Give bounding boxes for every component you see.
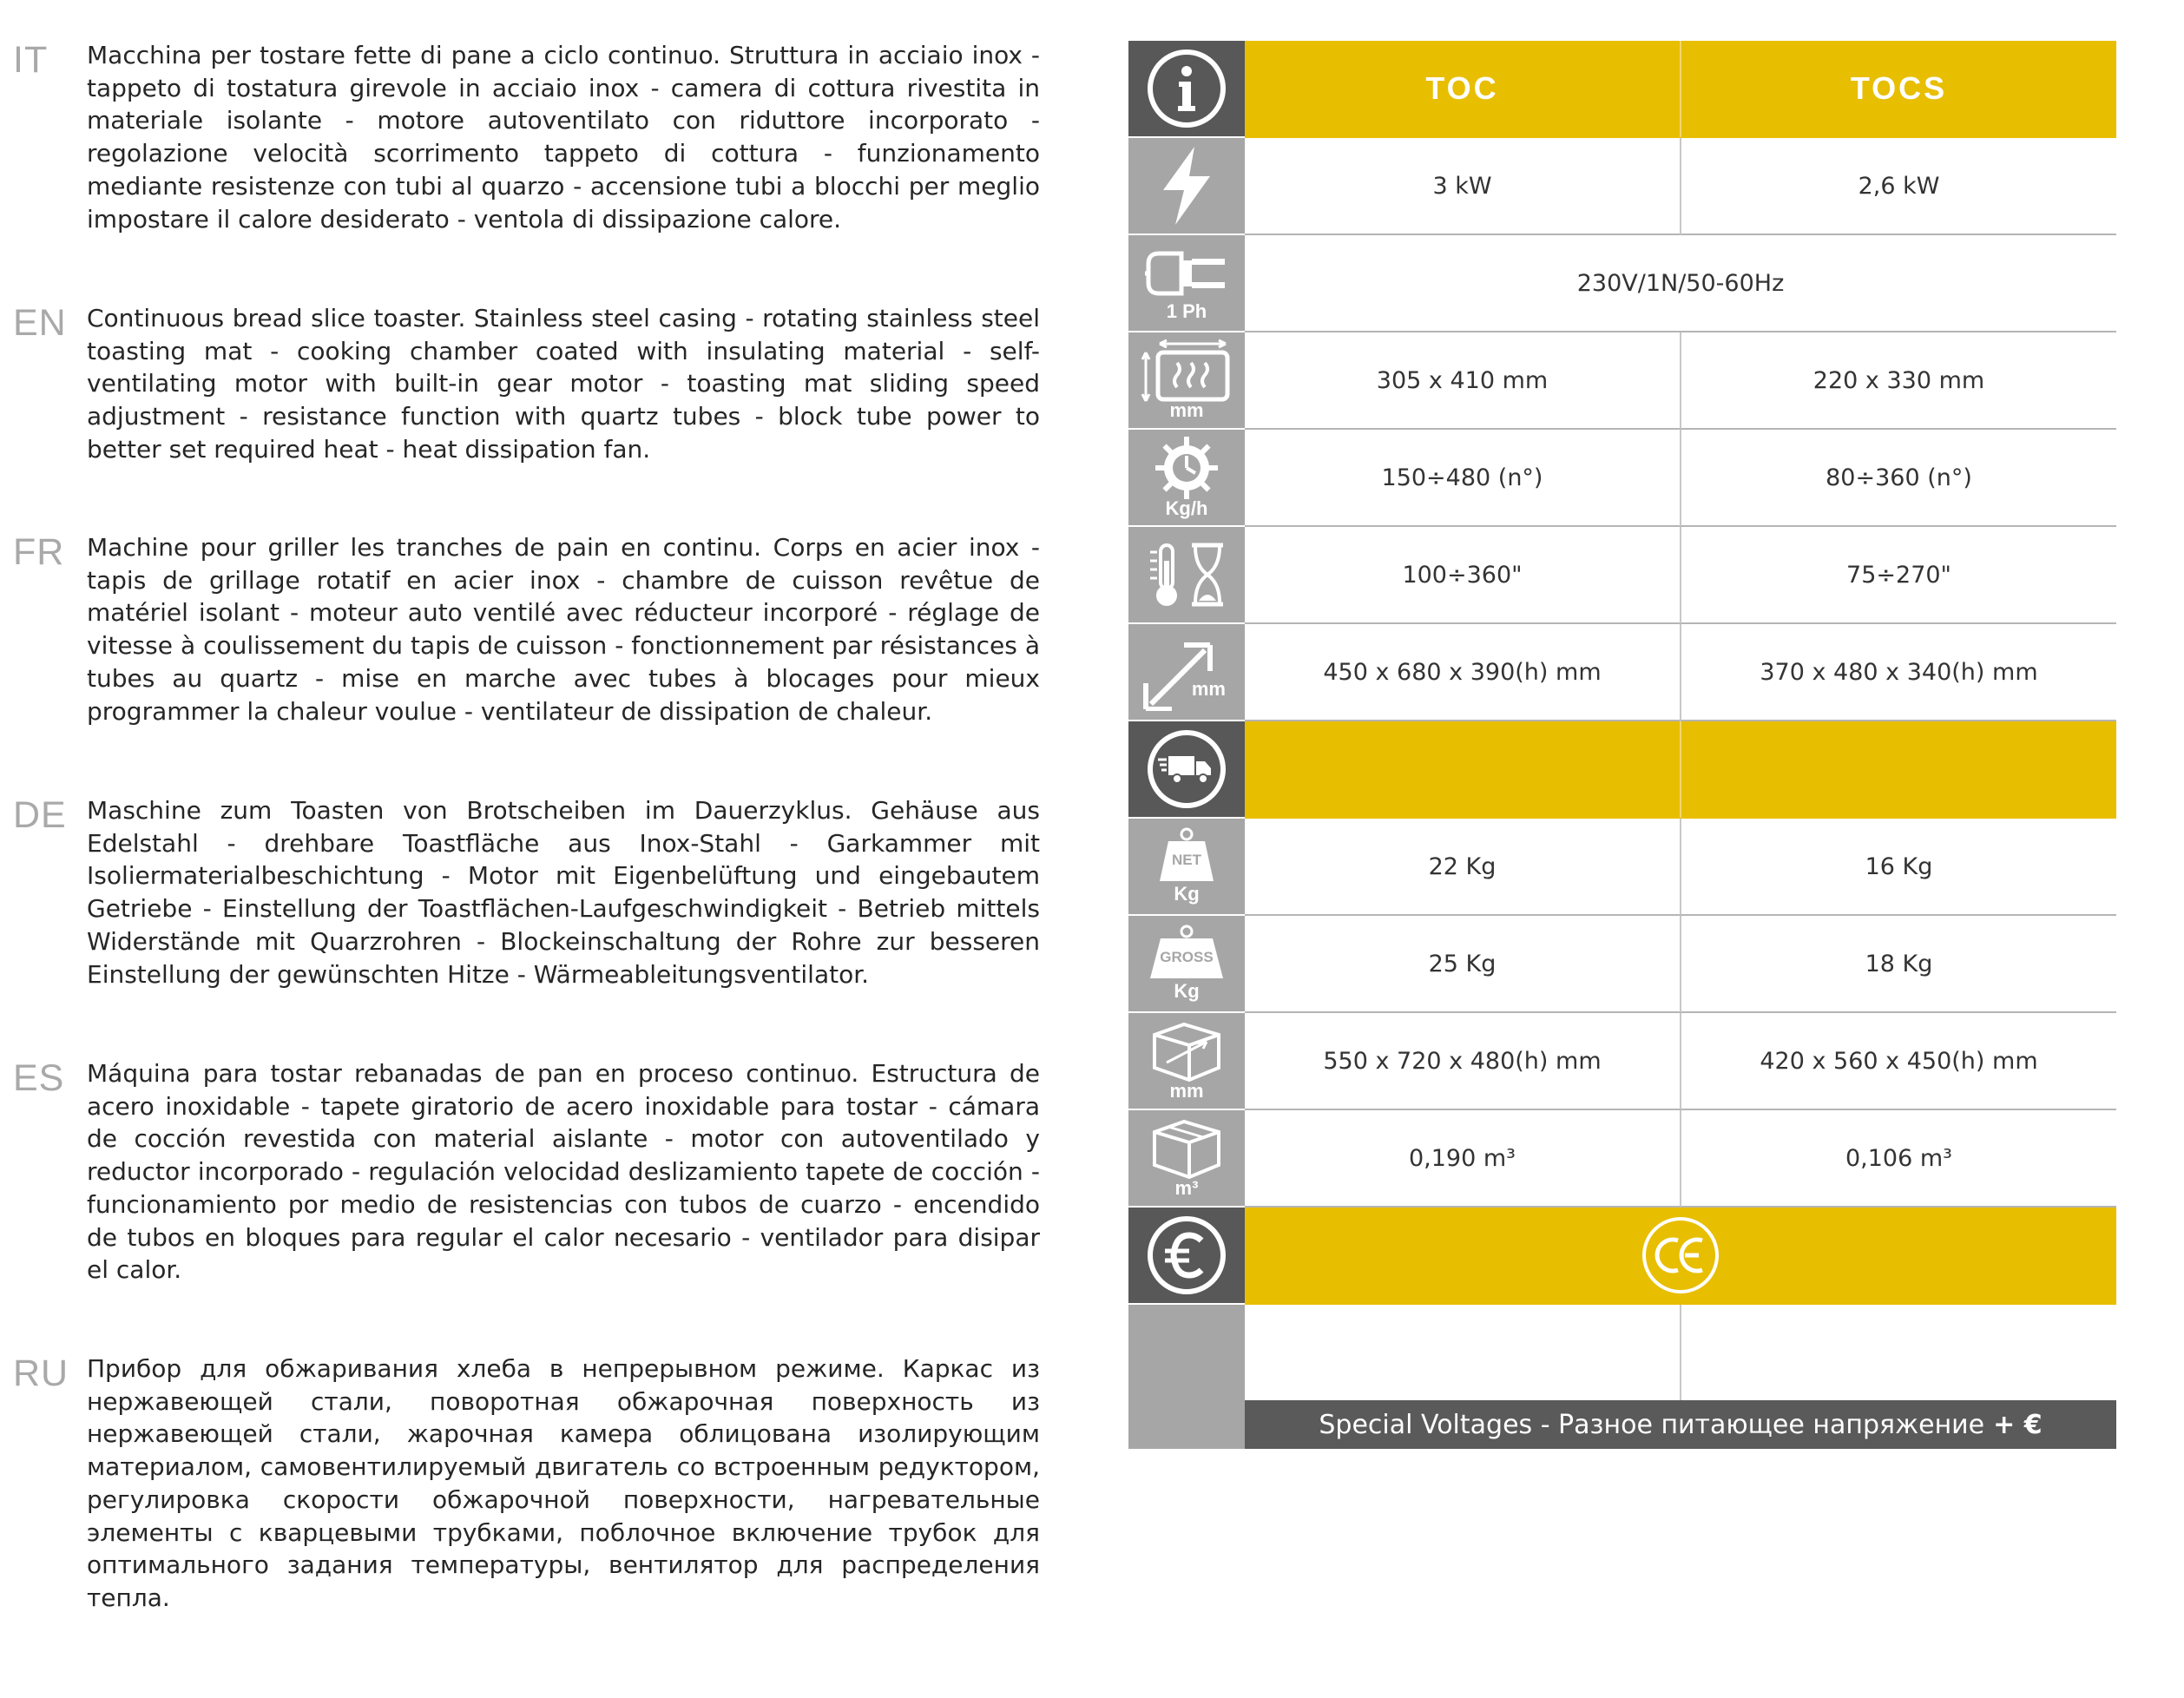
net-label: NET <box>1172 852 1201 868</box>
plug-label: 1 Ph <box>1166 300 1207 322</box>
model-tocs-header <box>1680 41 2116 138</box>
capacity-row <box>1128 430 2116 527</box>
footer-text: Special Voltages - Разное питающее напряжение <box>1319 1409 1985 1440</box>
lang-code: DE <box>13 794 67 836</box>
volume-value: 0,106 m³ <box>1680 1110 2116 1208</box>
packing-dimensions-value: 420 x 560 x 450(h) mm <box>1680 1013 2116 1110</box>
euro-icon <box>1146 1214 1227 1296</box>
capacity-gauge-icon <box>1154 435 1220 501</box>
price-header-row <box>1128 1208 2116 1305</box>
power-value: 2,6 kW <box>1680 138 2116 235</box>
header-row <box>1128 41 2116 138</box>
net-weight-value: 16 Kg <box>1680 819 2116 916</box>
cooking-area-value: 305 x 410 mm <box>1245 332 1680 430</box>
dimensions-label: mm <box>1191 678 1226 700</box>
thermometer-hourglass-icon <box>1143 540 1230 609</box>
volume-label: m³ <box>1174 1177 1199 1199</box>
packing-dimensions-row <box>1128 1013 2116 1110</box>
info-icon <box>1146 48 1227 129</box>
dimensions-row <box>1128 624 2116 721</box>
shipping-header-row <box>1128 721 2116 819</box>
cooking-area-label: mm <box>1169 399 1204 421</box>
info-cell <box>1128 41 1245 138</box>
capacity-value: 80÷360 (n°) <box>1680 430 2116 527</box>
package-volume-icon <box>1149 1116 1224 1181</box>
price-row <box>1128 1305 2116 1402</box>
net-weight-value: 22 Kg <box>1245 819 1680 916</box>
lang-text: Machine pour griller les tranches de pain en continu. Corps en acier inox - tapis de grillage rotatif en acier inox - chambre de cuisson revêtue de matériel isolant - moteur auto ventilé avec réducteur incorporé - réglage de vitesse à coulissement du tapis de cuisson - fonctionnement par résistances à tubes au quartz - mise en marche avec tubes à blocages pour mieux programmer la chaleur voulue - ventilateur de dissipation de chaleur. <box>87 533 1040 726</box>
gross-weight-value: 25 Kg <box>1245 916 1680 1013</box>
voltage-value: 230V/1N/50-60Hz <box>1245 235 2116 332</box>
toasting-time-row <box>1128 527 2116 624</box>
gross-label: GROSS <box>1160 949 1214 965</box>
power-value: 3 kW <box>1245 138 1680 235</box>
ce-cell <box>1245 1208 2116 1305</box>
lang-code: ES <box>13 1057 65 1099</box>
packing-label: mm <box>1169 1080 1204 1102</box>
lang-text: Прибор для обжаривания хлеба в непрерывном режиме. Каркас из нержавеющей стали, поворотная обжарочная поверхность из нержавеющей стали, жарочная камера облицована изолирующим материалом, самовентилируемый двигатель со встроенным редуктором, регулировка скорости обжарочной поверхности, нагревательные элементы с кварцевыми трубками, поблочное включение трубок для оптимального задания температуры, вентилятор для распределения тепла. <box>87 1354 1040 1612</box>
special-voltages-footer <box>1128 1400 2116 1449</box>
lang-code: FR <box>13 531 65 573</box>
cooking-area-value: 220 x 330 mm <box>1680 332 2116 430</box>
dimensions-value: 450 x 680 x 390(h) mm <box>1245 624 1680 721</box>
lang-code: RU <box>13 1352 69 1394</box>
cooking-area-row <box>1128 332 2116 430</box>
price-value <box>1245 1305 1680 1402</box>
packing-dimensions-value: 550 x 720 x 480(h) mm <box>1245 1013 1680 1110</box>
model-toc-header <box>1245 41 1680 138</box>
net-unit-label: Kg <box>1174 883 1200 905</box>
net-weight-row <box>1128 819 2116 916</box>
lang-text: Macchina per tostare fette di pane a ciclo continuo. Struttura in acciaio inox - tappeto di tostatura girevole in acciaio inox - camera di cottura rivestita in materiale isolante - motore autoventilato con riduttore incorporato - regolazione velocità scorrimento tappeto di cottura - funzionamento mediante resistenze con tubi al quarzo - accensione tubi a blocchi per meglio impostare il calore desiderato - ventola di dissipazione calore. <box>87 41 1040 234</box>
lang-code: EN <box>13 302 67 344</box>
shipping-truck-icon <box>1146 728 1227 810</box>
capacity-label: Kg/h <box>1165 497 1208 519</box>
model-label: TOC <box>1425 70 1499 106</box>
price-value <box>1680 1305 2116 1402</box>
plug-icon <box>1143 243 1230 304</box>
footer-bold: + € <box>1993 1409 2043 1440</box>
lang-text: Maschine zum Toasten von Brotscheiben im Dauerzyklus. Gehäuse aus Edelstahl - drehbare Toastfläche aus Inox-Stahl - Garkammer mit Isoliermaterialbeschichtung - Motor mit Eigenbelüftung und eingebautem Getriebe - Einstellung der Toastflächen-Laufgeschwindigkeit - Betrieb mittels Widerstände mit Quarzrohren - Blockeinschaltung der Rohre zur besseren Einstellung der gewünschten Hitze - Wärmeableitungsventilator. <box>87 796 1040 989</box>
lang-text: Máquina para tostar rebanadas de pan en proceso continuo. Estructura de acero inoxidable - tapete giratorio de acero inoxidable para tostar - cámara de cocción revestida con material aislante - motor con autoventilado y reductor incorporado - regulación velocidad deslizamiento tapete de cocción - funcionamiento por medio de resistencias con tubos de cuarzo - encendido de tubos en bloques para regular el calor necesario - ventilador para disipar el calor. <box>87 1059 1040 1285</box>
dimensions-value: 370 x 480 x 340(h) mm <box>1680 624 2116 721</box>
gross-weight-value: 18 Kg <box>1680 916 2116 1013</box>
package-dimensions-icon <box>1149 1019 1224 1083</box>
heating-area-icon <box>1139 339 1234 405</box>
volume-value: 0,190 m³ <box>1245 1110 1680 1208</box>
power-row <box>1128 138 2116 235</box>
toasting-time-value: 75÷270" <box>1680 527 2116 624</box>
lightning-icon <box>1156 145 1217 227</box>
capacity-value: 150÷480 (n°) <box>1245 430 1680 527</box>
ce-mark-icon <box>1640 1214 1721 1296</box>
lang-text: Continuous bread slice toaster. Stainless steel casing - rotating stainless steel toasting mat - cooking chamber coated with insulating material - self-ventilating motor with built-in gear motor - toasting mat sliding speed adjustment - resistance function with quartz tubes - block tube power to better set required heat - heat dissipation fan. <box>87 304 1040 464</box>
gross-unit-label: Kg <box>1174 980 1200 1002</box>
voltage-row <box>1128 235 2116 332</box>
volume-row <box>1128 1110 2116 1208</box>
lang-code: IT <box>13 39 49 81</box>
toasting-time-value: 100÷360" <box>1245 527 1680 624</box>
model-label: TOCS <box>1850 70 1948 106</box>
gross-weight-row <box>1128 916 2116 1013</box>
